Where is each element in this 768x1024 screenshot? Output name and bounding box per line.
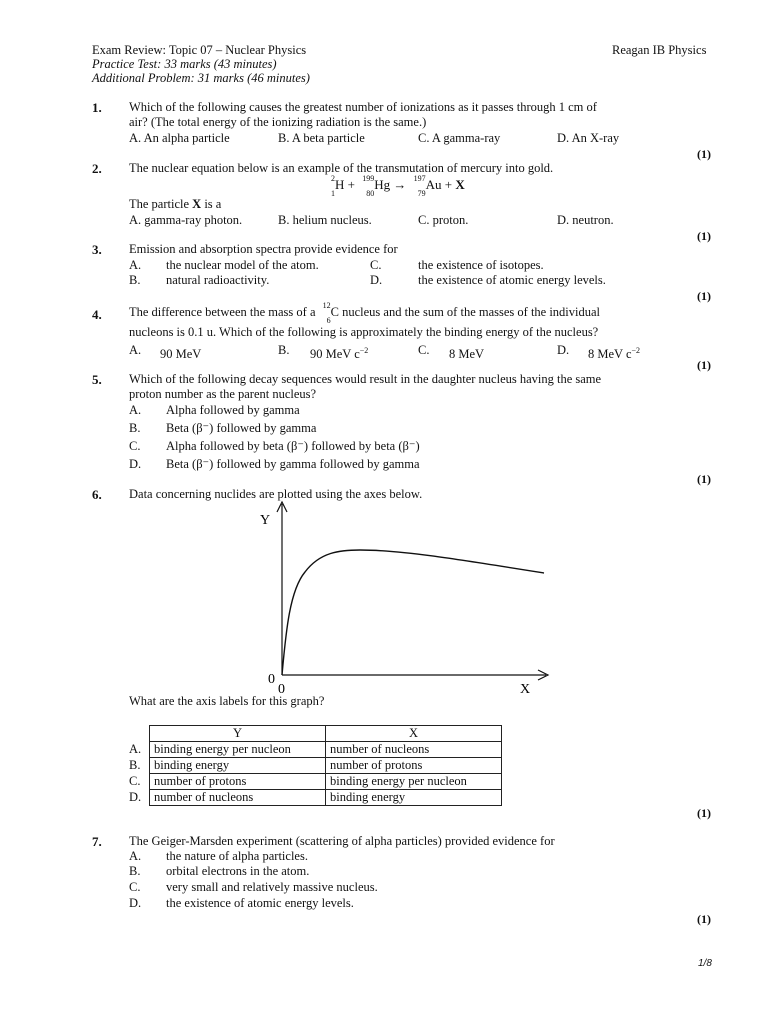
- option-letter: A.: [129, 403, 142, 417]
- practice-info: Practice Test: 33 marks (43 minutes): [92, 57, 277, 71]
- cell-y: binding energy per nucleon: [150, 742, 326, 758]
- option-letter: B.: [129, 273, 141, 287]
- mark: (1): [697, 289, 711, 303]
- option: D. neutron.: [557, 213, 614, 227]
- answer-table-wrap: [129, 725, 502, 806]
- question-text: proton number as the parent nucleus?: [129, 387, 317, 401]
- isotope-au: 197 79: [413, 174, 426, 198]
- question-number: 3.: [92, 242, 102, 257]
- binding-energy-curve: [282, 550, 544, 675]
- isotope-hg: 199 80: [362, 174, 375, 198]
- question-text: The nuclear equation below is an example of the transmutation of mercury into gold.: [129, 161, 554, 175]
- isotope-h: 2 1: [331, 174, 335, 198]
- option-letter: C.: [129, 439, 141, 453]
- table-header-x: X: [326, 726, 502, 742]
- table-row: [129, 742, 502, 758]
- option-letter: B.: [129, 421, 141, 435]
- row-letter: A.: [129, 742, 142, 756]
- isotope-c: 12 6: [322, 301, 331, 325]
- mark: (1): [697, 806, 711, 820]
- cell-x: binding energy per nucleon: [326, 774, 502, 790]
- question-number: 5.: [92, 372, 102, 387]
- option: C. proton.: [418, 213, 469, 227]
- cell-x: number of nucleons: [326, 742, 502, 758]
- doc-title: Exam Review: Topic 07 – Nuclear Physics: [92, 43, 307, 57]
- option: B. A beta particle: [278, 131, 365, 145]
- option: natural radioactivity.: [166, 273, 270, 287]
- origin-y-label: 0: [268, 672, 275, 687]
- cell-y: binding energy: [150, 758, 326, 774]
- option: A. gamma-ray photon.: [129, 213, 243, 227]
- option-letter: A.: [129, 258, 142, 272]
- cell-x: binding energy: [326, 790, 502, 806]
- option: Alpha followed by gamma: [166, 403, 300, 417]
- option-letter: C.: [129, 880, 141, 894]
- question-text: Which of the following causes the greatest number of ionizations as it passes through 1 cm of: [129, 100, 597, 114]
- option: A. An alpha particle: [129, 131, 230, 145]
- row-letter: D.: [129, 790, 142, 804]
- option: B. helium nucleus.: [278, 213, 372, 227]
- cell-x: number of protons: [326, 758, 502, 774]
- additional-info: Additional Problem: 31 marks (46 minutes): [92, 71, 310, 85]
- question-text: nucleons is 0.1 u. Which of the following is approximately the binding energy of the nucleus?: [129, 325, 599, 339]
- school-name: Reagan IB Physics: [612, 43, 707, 57]
- cell-y: number of protons: [150, 774, 326, 790]
- question-text: Which of the following decay sequences would result in the daughter nucleus having the same: [129, 372, 602, 386]
- option: the existence of atomic energy levels.: [418, 273, 606, 287]
- table-header-y: Y: [150, 726, 326, 742]
- option: 8 MeV: [449, 347, 485, 362]
- option: the existence of atomic energy levels.: [166, 896, 354, 910]
- option: Beta (β⁻) followed by gamma followed by gamma: [166, 457, 420, 471]
- option: 8 MeV $c^{-2}$: [588, 346, 641, 362]
- table-row: [129, 758, 502, 774]
- nuclear-equation: 2 1 H + 199 80 Hg → 197 79 Au + X: [323, 176, 465, 196]
- option: 90 MeV $c^{-2}$: [310, 346, 369, 362]
- option: the existence of isotopes.: [418, 258, 544, 272]
- option-letter: D.: [370, 273, 383, 287]
- x-axis-label: X: [520, 682, 531, 697]
- option-letter: B.: [129, 864, 141, 878]
- question-number: 7.: [92, 834, 102, 849]
- option: the nature of alpha particles.: [166, 849, 308, 863]
- question-number: 6.: [92, 487, 102, 502]
- question-text: air? (The total energy of the ionizing radiation is the same.): [129, 115, 427, 129]
- row-letter: C.: [129, 774, 141, 788]
- option: the nuclear model of the atom.: [166, 258, 319, 272]
- option-letter: A.: [129, 849, 142, 863]
- question-text: The difference between the mass of a 12 6 C nucleus and the sum of the masses of the individual: [129, 301, 601, 325]
- mark: (1): [697, 147, 711, 161]
- option: C. A gamma-ray: [418, 131, 501, 145]
- nuclide-graph: [250, 500, 560, 700]
- mark: (1): [697, 472, 711, 486]
- mark: (1): [697, 229, 711, 243]
- option: Alpha followed by beta (β⁻) followed by beta (β⁻): [166, 439, 420, 453]
- option-letter: C.: [370, 258, 382, 272]
- option: D. An X-ray: [557, 131, 620, 145]
- cell-y: number of nucleons: [150, 790, 326, 806]
- table-row: [129, 790, 502, 806]
- question-text: Emission and absorption spectra provide evidence for: [129, 242, 398, 256]
- page-number: 1/8: [698, 958, 712, 969]
- question-number: 2.: [92, 161, 102, 176]
- option-letter: D.: [557, 343, 570, 357]
- option: Beta (β⁻) followed by gamma: [166, 421, 317, 435]
- question-number: 1.: [92, 100, 102, 115]
- question-number: 4.: [92, 307, 102, 322]
- option-letter: B.: [278, 343, 290, 357]
- answer-table: [129, 725, 502, 806]
- mark: (1): [697, 358, 711, 372]
- table-corner: [129, 726, 150, 742]
- table-row: [129, 774, 502, 790]
- option-letter: D.: [129, 896, 142, 910]
- mark: (1): [697, 912, 711, 926]
- option-letter: A.: [129, 343, 142, 357]
- row-letter: B.: [129, 758, 141, 772]
- option-letter: D.: [129, 457, 142, 471]
- question-text: Data concerning nuclides are plotted using the axes below.: [129, 487, 423, 501]
- option-letter: C.: [418, 343, 430, 357]
- origin-x-label: 0: [278, 682, 285, 697]
- option: 90 MeV: [160, 347, 202, 362]
- question-text: The particle X is a: [129, 197, 222, 211]
- y-axis-label: Y: [260, 513, 271, 528]
- question-text: The Geiger-Marsden experiment (scattering of alpha particles) provided evidence for: [129, 834, 555, 848]
- option: very small and relatively massive nucleus.: [166, 880, 378, 894]
- option: orbital electrons in the atom.: [166, 864, 310, 878]
- question-text: What are the axis labels for this graph?: [129, 694, 325, 708]
